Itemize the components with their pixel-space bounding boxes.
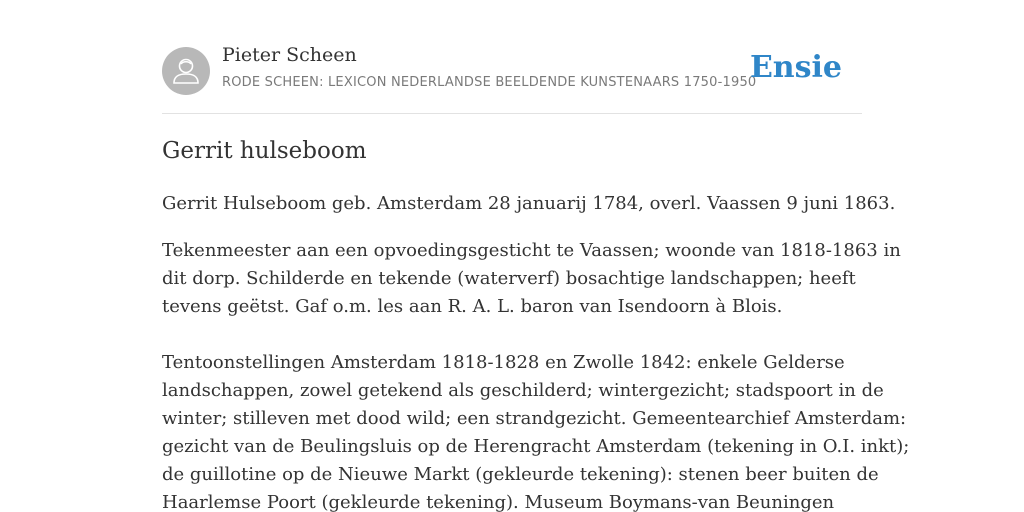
text-line: Gerrit Hulseboom geb. Amsterdam 28 januarij 1784, overl. Vaassen 9 juni 1863. [162, 193, 896, 214]
article-body [162, 190, 910, 512]
article-header [162, 0, 862, 114]
ensie-logo[interactable]: Ensie [749, 50, 842, 85]
text-line: dit dorp. Schilderde en tekende (waterverf) bosachtige landschappen; heeft [162, 268, 856, 289]
paragraph-biography [162, 237, 901, 321]
paragraph-exhibitions [162, 349, 910, 512]
text-line: landschappen, zowel getekend als geschilderd; wintergezicht; stadspoort in de [162, 380, 884, 401]
article-page [162, 0, 910, 512]
author-avatar[interactable] [162, 47, 210, 95]
author-name[interactable]: Pieter Scheen [222, 44, 357, 66]
source-label[interactable]: RODE SCHEEN: LEXICON NEDERLANDSE BEELDENDE KUNSTENAARS 1750-1950 [222, 75, 757, 90]
user-icon [162, 47, 210, 95]
text-line: tevens geëtst. Gaf o.m. les aan R. A. L. baron van Isendoorn à Blois. [162, 296, 783, 317]
text-line: winter; stilleven met dood wild; een strandgezicht. Gemeentearchief Amsterdam: [162, 408, 907, 429]
text-line: de guillotine op de Nieuwe Markt (gekleurde tekening): stenen beer buiten de [162, 464, 879, 485]
text-line: gezicht van de Beulingsluis op de Herengracht Amsterdam (tekening in O.I. inkt); [162, 436, 910, 457]
text-line: Tentoonstellingen Amsterdam 1818-1828 en Zwolle 1842: enkele Gelderse [162, 352, 845, 373]
text-line: Tekenmeester aan een opvoedingsgesticht te Vaassen; woonde van 1818-1863 in [162, 240, 901, 261]
paragraph-birth-death [162, 190, 896, 218]
article-title: Gerrit hulseboom [162, 138, 367, 164]
text-line: Haarlemse Poort (gekleurde tekening). Museum Boymans-van Beuningen [162, 492, 835, 512]
